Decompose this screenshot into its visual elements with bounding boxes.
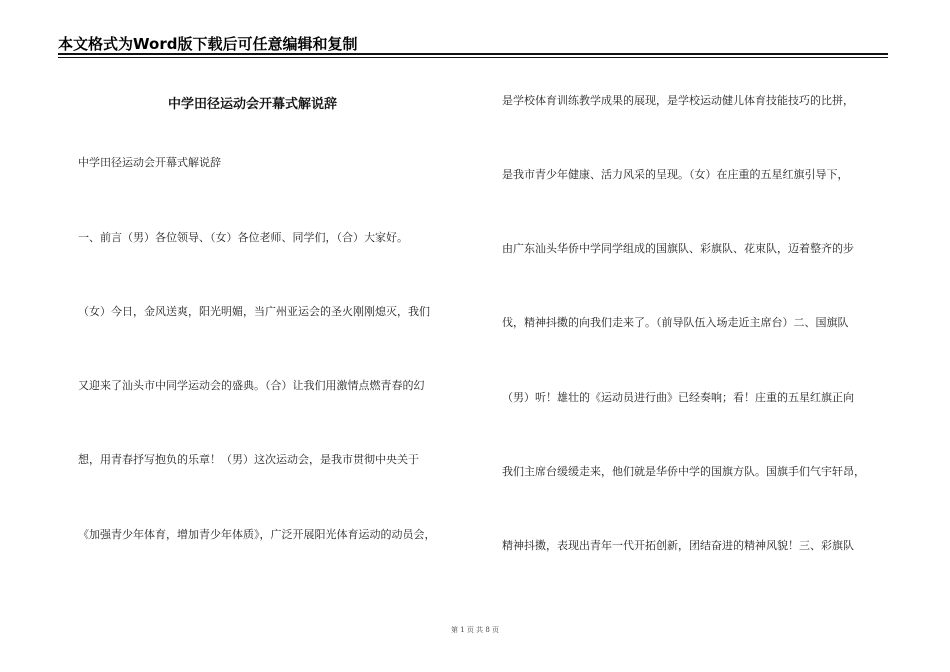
paragraph-line: 《加强青少年体育，增加青少年体质》，广泛开展阳光体育运动的动员会， <box>78 528 436 541</box>
header-rule-thin <box>58 57 888 58</box>
paragraph-line: 由广东汕头华侨中学同学组成的国旗队、彩旗队、花束队，迈着整齐的步 <box>502 242 854 255</box>
paragraph-line: 是我市青少年健康、活力风采的呈现。（女）在庄重的五星红旗引导下， <box>502 168 849 181</box>
paragraph-line: （女）今日，金风送爽，阳光明媚，当广州亚运会的圣火刚刚熄灭，我们 <box>78 305 430 318</box>
page-footer: 第 1 页 共 8 页 <box>450 626 500 634</box>
paragraph-line: 中学田径运动会开幕式解说辞 <box>78 156 221 169</box>
header-rule-thick <box>58 53 888 55</box>
paragraph-line: 想，用青春抒写抱负的乐章！（男）这次运动会，是我市贯彻中央关于 <box>78 453 419 466</box>
document-header: 本文格式为Word版下载后可任意编辑和复制 <box>58 35 358 53</box>
paragraph-line: 精神抖擞，表现出青年一代开拓创新，团结奋进的精神风貌！三、彩旗队 <box>502 539 854 552</box>
paragraph-line: 一、前言（男）各位领导、（女）各位老师、同学们，（合）大家好。 <box>78 231 408 244</box>
paragraph-line: 是学校体育训练教学成果的展现，是学校运动健儿体育技能技巧的比拼， <box>502 94 854 107</box>
paragraph-line: 伐，精神抖擞的向我们走来了。（前导队伍入场走近主席台）二、国旗队 <box>502 316 849 329</box>
paragraph-line: （男）听！雄壮的《运动员进行曲》已经奏响；看！庄重的五星红旗正向 <box>502 391 854 404</box>
paragraph-line: 我们主席台缓缓走来，他们就是华侨中学的国旗方队。国旗手们气宇轩昂， <box>502 465 865 478</box>
paragraph-line: 又迎来了汕头市中同学运动会的盛典。（合）让我们用激情点燃青春的幻 <box>78 379 425 392</box>
document-title: 中学田径运动会开幕式解说辞 <box>168 97 338 112</box>
